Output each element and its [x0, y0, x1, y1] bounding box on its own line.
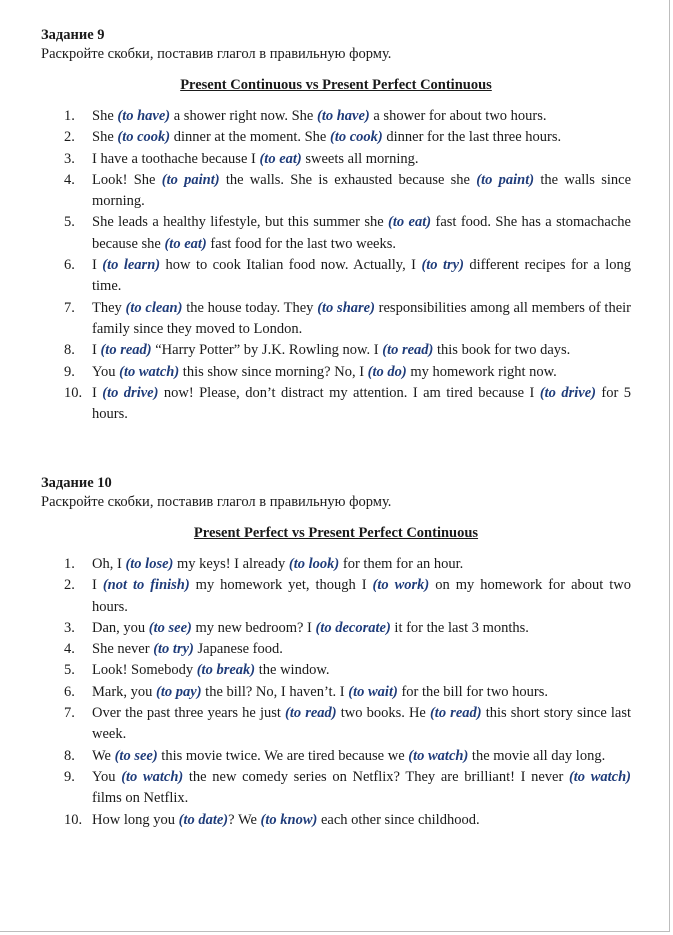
item-number: 1.: [64, 108, 75, 124]
verb-prompt: (to read): [429, 705, 482, 722]
sentence-text: a shower for about two hours.: [369, 108, 547, 124]
sentence-text: Japanese food.: [193, 641, 283, 658]
verb-prompt: (not to finish): [102, 577, 190, 594]
verb-prompt: (to paint): [161, 171, 220, 188]
item-number: 10.: [64, 384, 83, 401]
verb-prompt: (to read): [285, 705, 337, 722]
exercise-item: [41, 127, 631, 148]
sentence-text: We: [92, 747, 115, 764]
exercise-item: [41, 810, 631, 831]
verb-prompt: (to do): [367, 363, 407, 380]
sentence-text: on my homework for about two hours.: [92, 577, 632, 615]
sentence-text: the house today. They: [182, 299, 318, 316]
sentence-text: dinner for the last three hours.: [382, 129, 562, 146]
task-heading: Present Continuous vs Present Perfect Continuous: [180, 77, 492, 93]
exercise-item: [41, 255, 631, 298]
sentence-text: it for the last 3 months.: [390, 619, 529, 636]
sentence-text: I: [92, 257, 103, 274]
sentence-text: the bill? No, I haven’t. I: [201, 683, 349, 700]
item-number: 8.: [64, 747, 75, 764]
sentence-text: How long you: [92, 811, 179, 828]
task-instruction: Раскройте скобки, поставив глагол в правильную форму.: [41, 494, 392, 510]
item-number: 4.: [64, 171, 75, 188]
verb-prompt: (to know): [260, 811, 318, 828]
verb-prompt: (to break): [196, 662, 256, 679]
item-number: 9.: [64, 363, 75, 380]
sentence-text: the walls since morning.: [92, 171, 632, 210]
verb-prompt: (to paint): [476, 171, 535, 188]
sentence-text: this movie twice. We are tired because we: [157, 747, 409, 764]
verb-prompt: (to see): [114, 747, 158, 764]
item-number: 9.: [64, 768, 75, 785]
item-number: 3.: [64, 150, 75, 167]
exercise-item: [41, 362, 631, 383]
item-number: 7.: [64, 299, 75, 316]
verb-prompt: (to learn): [102, 257, 161, 274]
sentence-text: Over the past three years he just: [92, 705, 285, 722]
exercise-item: [41, 660, 631, 681]
verb-prompt: (to wait): [348, 683, 398, 700]
exercise-item: [41, 212, 631, 255]
task-title: Задание 10: [41, 475, 112, 491]
item-number: 10.: [64, 811, 83, 828]
item-number: 4.: [64, 641, 75, 658]
sentence-text: the window.: [255, 662, 330, 679]
task-heading: Present Perfect vs Present Perfect Continuous: [193, 525, 479, 541]
sentence-text: my homework yet, though I: [189, 577, 373, 594]
sentence-text: a shower right now. She: [170, 108, 317, 124]
sentence-text: Look! She: [92, 171, 162, 188]
task-title: Задание 9: [41, 27, 105, 43]
sentence-text: the new comedy series on Netflix? They are brilliant! I never: [183, 768, 569, 785]
sentence-text: the walls. She is exhausted because she: [219, 171, 477, 188]
sentence-text: this show since morning? No, I: [179, 363, 368, 380]
verb-prompt: (to drive): [539, 384, 596, 401]
sentence-text: She leads a healthy lifestyle, but this summer she: [92, 214, 389, 231]
sentence-text: She never: [92, 641, 154, 658]
exercise-item: [41, 298, 631, 341]
sentence-text: Look! Somebody: [92, 662, 197, 679]
sentence-text: now! Please, don’t distract my attention. I am tired because I: [158, 384, 540, 401]
sentence-text: the movie all day long.: [468, 747, 606, 764]
item-number: 5.: [64, 214, 75, 231]
verb-prompt: (to look): [288, 556, 340, 572]
item-number: 2.: [64, 577, 75, 594]
exercise-list: [41, 106, 631, 425]
sentence-text: this short story since last week.: [92, 705, 631, 743]
exercise-list: [41, 554, 631, 831]
verb-prompt: (to cook): [330, 129, 383, 146]
item-number: 6.: [64, 683, 75, 700]
verb-prompt: (to lose): [125, 556, 174, 572]
verb-prompt: (to pay): [156, 683, 202, 700]
sentence-text: for them for an hour.: [339, 556, 464, 572]
sentence-text: ? We: [228, 811, 261, 828]
item-number: 7.: [64, 705, 75, 722]
exercise-item: [41, 554, 631, 575]
exercise-item: [41, 682, 631, 703]
sentence-text: Oh, I: [92, 556, 126, 572]
sentence-text: “Harry Potter” by J.K. Rowling now. I: [151, 342, 383, 359]
sentence-text: Dan, you: [92, 619, 149, 636]
exercise-item: [41, 639, 631, 660]
sentence-text: She: [92, 129, 118, 146]
exercise-item: [41, 703, 631, 746]
task-9: [41, 26, 631, 425]
verb-prompt: (to try): [153, 641, 194, 658]
exercise-item: [41, 340, 631, 361]
verb-prompt: (to read): [382, 342, 434, 359]
sentence-text: two books. He: [336, 705, 430, 722]
sentence-text: fast food. She has a stomachache because she: [92, 214, 631, 252]
verb-prompt: (to have): [117, 108, 171, 124]
sentence-text: sweets all morning.: [301, 150, 419, 167]
sentence-text: I: [92, 577, 103, 594]
sentence-text: You: [92, 363, 120, 380]
item-number: 1.: [64, 556, 75, 572]
exercise-item: [41, 149, 631, 170]
sentence-text: for 5 hours.: [92, 384, 632, 423]
sentence-text: different recipes for a long time.: [92, 257, 631, 295]
sentence-text: films on Netflix.: [92, 790, 189, 807]
sentence-text: They: [92, 299, 126, 316]
sentence-text: I: [92, 384, 103, 401]
verb-prompt: (to eat): [388, 214, 432, 231]
sentence-text: my new bedroom? I: [191, 619, 316, 636]
item-number: 8.: [64, 342, 75, 359]
verb-prompt: (to work): [372, 577, 430, 594]
sentence-text: this book for two days.: [433, 342, 571, 359]
verb-prompt: (to decorate): [315, 619, 391, 636]
exercise-item: [41, 767, 631, 810]
verb-prompt: (to drive): [102, 384, 159, 401]
exercise-item: [41, 170, 631, 213]
verb-prompt: (to read): [100, 342, 152, 359]
verb-prompt: (to watch): [121, 768, 184, 785]
sentence-text: each other since childhood.: [317, 811, 480, 828]
sentence-text: I have a toothache because I: [92, 150, 260, 167]
verb-prompt: (to see): [148, 619, 192, 636]
verb-prompt: (to eat): [259, 150, 302, 167]
verb-prompt: (to date): [178, 811, 229, 828]
sentence-text: my keys! I already: [173, 556, 289, 572]
exercise-item: [41, 746, 631, 767]
item-number: 3.: [64, 619, 75, 636]
verb-prompt: (to share): [317, 299, 375, 316]
sentence-text: my homework right now.: [406, 363, 557, 380]
item-number: 5.: [64, 662, 75, 679]
exercise-item: [41, 106, 631, 127]
sentence-text: I: [92, 342, 101, 359]
item-number: 2.: [64, 129, 75, 146]
sentence-text: for the bill for two hours.: [397, 683, 549, 700]
sentence-text: Mark, you: [92, 683, 157, 700]
exercise-item: [41, 383, 631, 426]
verb-prompt: (to watch): [408, 747, 469, 764]
item-number: 6.: [64, 257, 75, 274]
verb-prompt: (to have): [316, 108, 370, 124]
verb-prompt: (to try): [421, 257, 464, 274]
sentence-text: how to cook Italian food now. Actually, I: [160, 257, 422, 274]
sentence-text: responsibilities among all members of their family since they moved to London.: [92, 299, 631, 337]
sentence-text: She: [92, 108, 118, 124]
sentence-text: fast food for the last two weeks.: [206, 235, 397, 252]
exercise-item: [41, 575, 631, 618]
verb-prompt: (to watch): [568, 768, 631, 785]
exercise-item: [41, 618, 631, 639]
sentence-text: dinner at the moment. She: [170, 129, 330, 146]
verb-prompt: (to cook): [117, 129, 171, 146]
task-10: [41, 474, 631, 831]
verb-prompt: (to watch): [119, 363, 180, 380]
verb-prompt: (to eat): [164, 235, 207, 252]
sentence-text: You: [92, 768, 122, 785]
verb-prompt: (to clean): [125, 299, 183, 316]
task-instruction: Раскройте скобки, поставив глагол в правильную форму.: [41, 46, 392, 62]
